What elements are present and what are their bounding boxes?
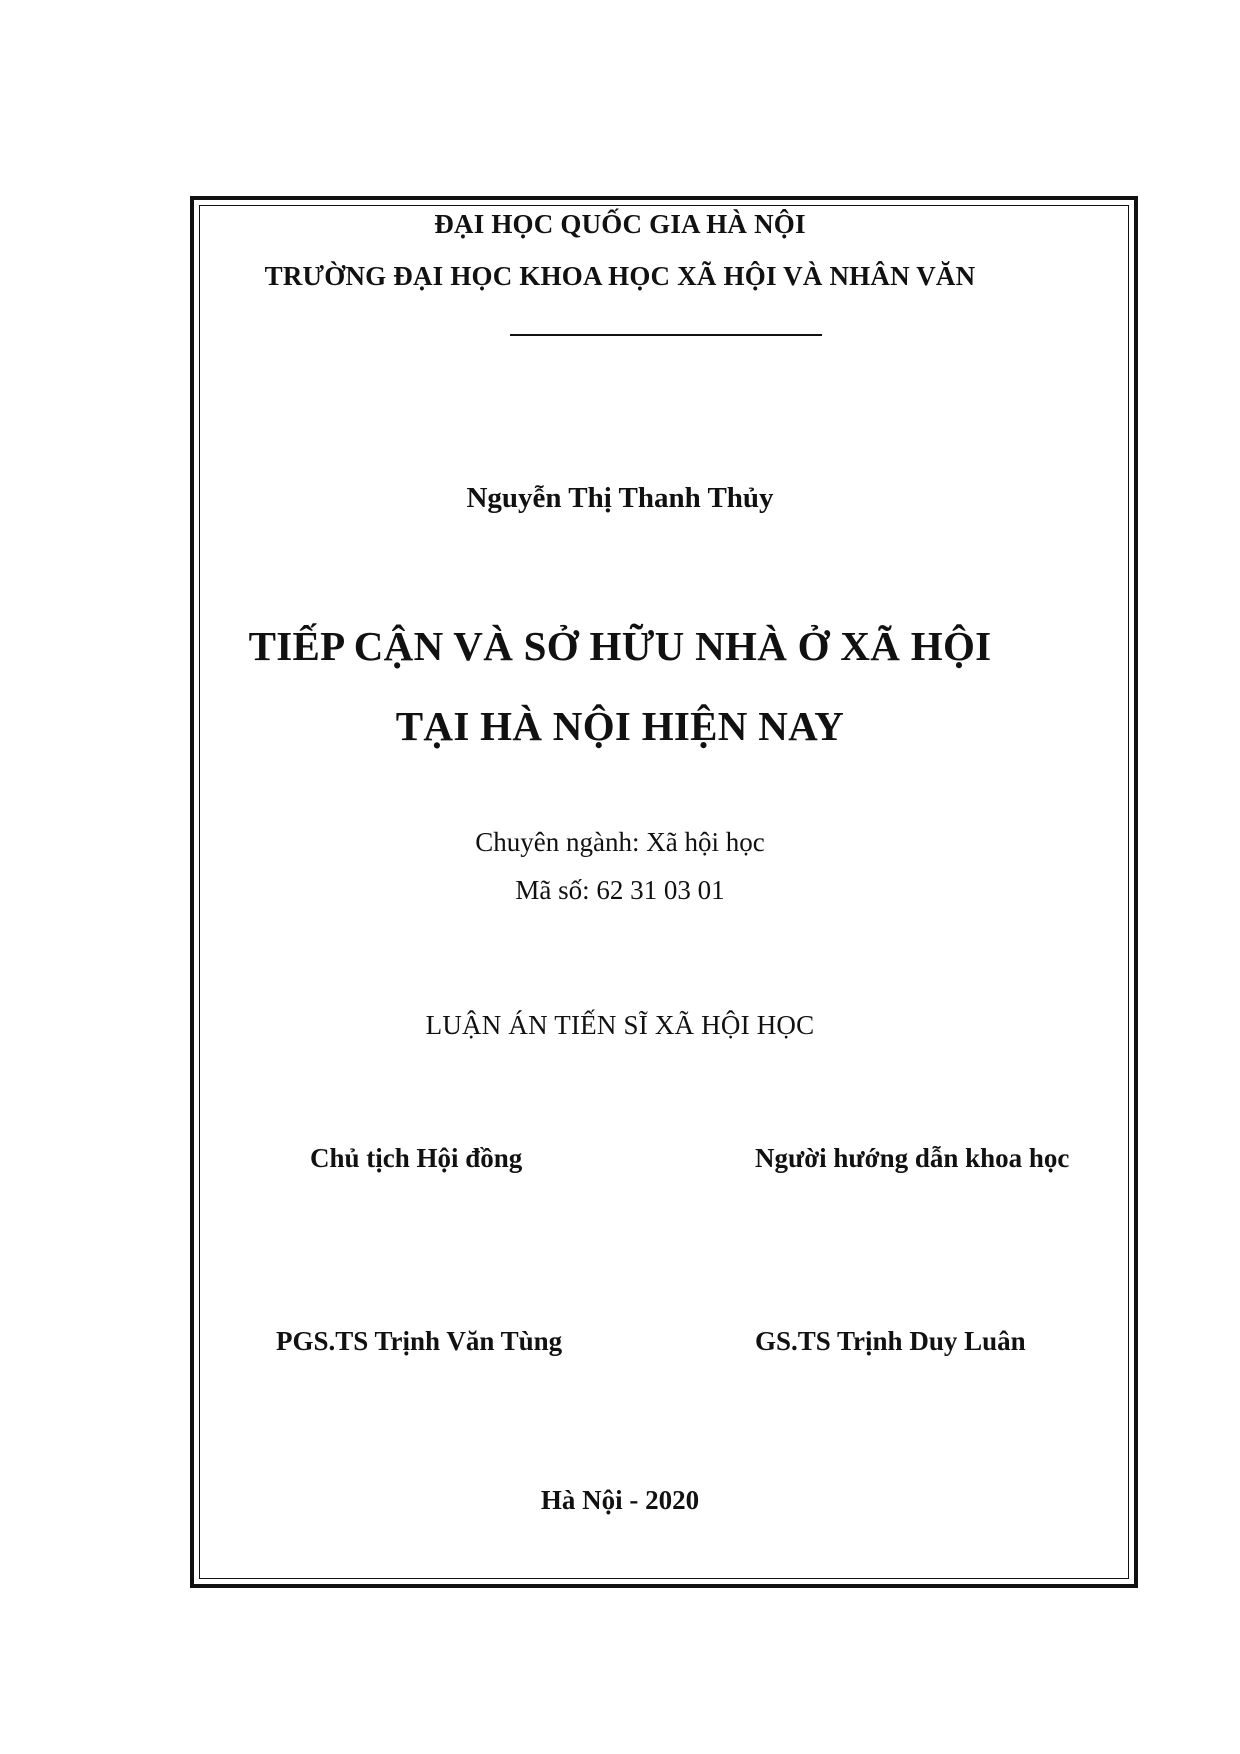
code-line: Mã số: 62 31 03 01: [515, 875, 725, 905]
university-name: ĐẠI HỌC QUỐC GIA HÀ NỘI: [434, 209, 806, 239]
council-chair-name: PGS.TS Trịnh Văn Tùng: [276, 1326, 563, 1356]
degree-line: LUẬN ÁN TIẾN SĨ XÃ HỘI HỌC: [425, 1010, 815, 1040]
faculty-name: TRƯỜNG ĐẠI HỌC KHOA HỌC XÃ HỘI VÀ NHÂN VĂN: [264, 261, 976, 291]
header-divider: [510, 334, 822, 336]
thesis-title-line-1: TIẾP CẬN VÀ SỞ HỮU NHÀ Ở XÃ HỘI: [248, 623, 992, 669]
specialty-line: Chuyên ngành: Xã hội học: [475, 827, 765, 857]
council-chair-label: Chủ tịch Hội đồng: [310, 1143, 523, 1173]
thesis-title-line-2: TẠI HÀ NỘI HIỆN NAY: [395, 703, 845, 749]
supervisor-name: GS.TS Trịnh Duy Luân: [755, 1326, 1026, 1356]
place-and-date: Hà Nội - 2020: [540, 1485, 700, 1515]
author-name: Nguyễn Thị Thanh Thủy: [466, 482, 774, 514]
supervisor-label: Người hướng dẫn khoa học: [755, 1143, 1070, 1173]
